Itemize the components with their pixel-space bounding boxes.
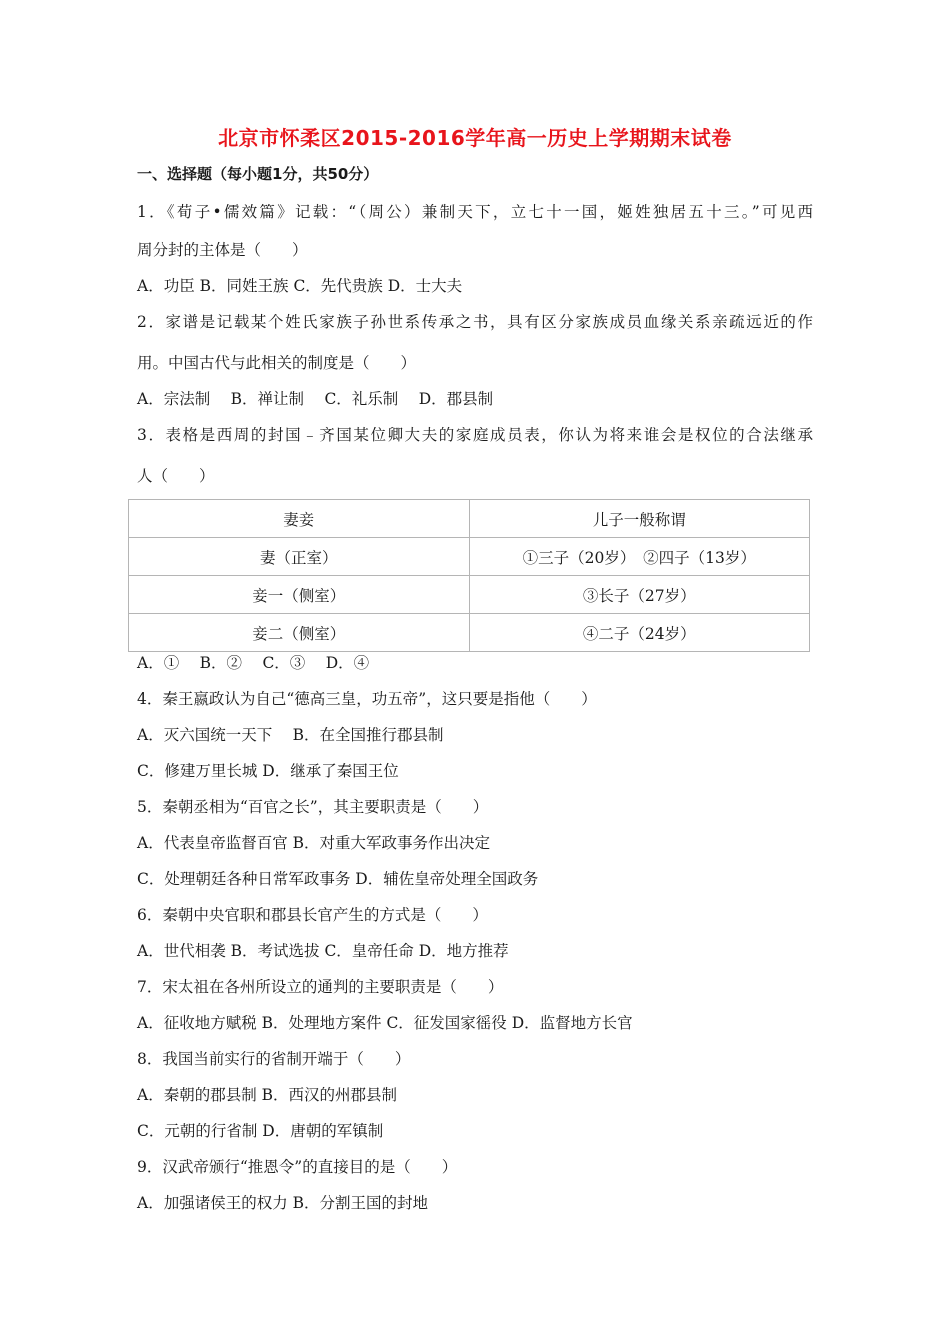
question-6-text: 6．秦朝中央官职和郡县长官产生的方式是（ ） xyxy=(137,906,488,924)
question-3-text-cont: 人（ ） xyxy=(137,467,215,485)
question-2-options: A．宗法制 B．禅让制 C．礼乐制 D．郡县制 xyxy=(137,390,494,408)
table-cell: ④二子（24岁） xyxy=(469,614,810,652)
table-cell: 妾二（侧室） xyxy=(129,614,470,652)
question-4-text: 4．秦王嬴政认为自己“德高三皇，功五帝”，这只要是指他（ ） xyxy=(137,690,597,708)
question-3-text: 3．表格是西周的封国﹣齐国某位卿大夫的家庭成员表，你认为将来谁会是权位的合法继承 xyxy=(137,426,813,444)
question-6-options: A．世代相袭 B．考试选拔 C．皇帝任命 D．地方推荐 xyxy=(137,942,509,960)
exam-title: 北京市怀柔区2015-2016学年高一历史上学期期末试卷 xyxy=(218,126,732,150)
section-heading: 一、选择题（每小题1分，共50分） xyxy=(137,165,379,183)
question-8-text: 8．我国当前实行的省制开端于（ ） xyxy=(137,1050,411,1068)
question-5-options-row-2: C．处理朝廷各种日常军政事务 D．辅佐皇帝处理全国政务 xyxy=(137,870,539,888)
question-4-options-row-2: C．修建万里长城 D．继承了秦国王位 xyxy=(137,762,399,780)
table-row xyxy=(129,576,810,614)
question-2-text-cont: 用。中国古代与此相关的制度是（ ） xyxy=(137,354,417,372)
table-cell: 妾一（侧室） xyxy=(129,576,470,614)
question-7-options: A．征收地方赋税 B．处理地方案件 C．征发国家徭役 D．监督地方长官 xyxy=(137,1014,633,1032)
family-members-table xyxy=(128,499,810,652)
table-header-cell: 妻妾 xyxy=(129,500,470,538)
question-1-text-cont: 周分封的主体是（ ） xyxy=(137,241,308,259)
question-1-text: 1．《荀子•儒效篇》记载：“（周公）兼制天下，立七十一国，姬姓独居五十三。”可见西 xyxy=(137,203,813,221)
question-4-options-row-1: A．灭六国统一天下 B．在全国推行郡县制 xyxy=(137,726,444,744)
question-5-options-row-1: A．代表皇帝监督百官 B．对重大军政事务作出决定 xyxy=(137,834,491,852)
question-8-options-row-2: C．元朝的行省制 D．唐朝的军镇制 xyxy=(137,1122,384,1140)
question-3-options: A．① B．② C．③ D．④ xyxy=(137,654,370,672)
table-header-cell: 儿子一般称谓 xyxy=(469,500,810,538)
table-cell: ③长子（27岁） xyxy=(469,576,810,614)
question-2-text: 2．家谱是记载某个姓氏家族子孙世系传承之书，具有区分家族成员血缘关系亲疏远近的作 xyxy=(137,313,813,331)
question-1-options: A．功臣 B．同姓王族 C．先代贵族 D．士大夫 xyxy=(137,277,463,295)
question-9-options-row-1: A．加强诸侯王的权力 B．分割王国的封地 xyxy=(137,1194,429,1212)
table-cell: ①三子（20岁） ②四子（13岁） xyxy=(469,538,810,576)
table-row xyxy=(129,614,810,652)
question-8-options-row-1: A．秦朝的郡县制 B．西汉的州郡县制 xyxy=(137,1086,398,1104)
question-9-text: 9．汉武帝颁行“推恩令”的直接目的是（ ） xyxy=(137,1158,458,1176)
question-7-text: 7．宋太祖在各州所设立的通判的主要职责是（ ） xyxy=(137,978,504,996)
table-header-row xyxy=(129,500,810,538)
table-cell: 妻（正室） xyxy=(129,538,470,576)
question-5-text: 5．秦朝丞相为“百官之长”，其主要职责是（ ） xyxy=(137,798,489,816)
table-row xyxy=(129,538,810,576)
